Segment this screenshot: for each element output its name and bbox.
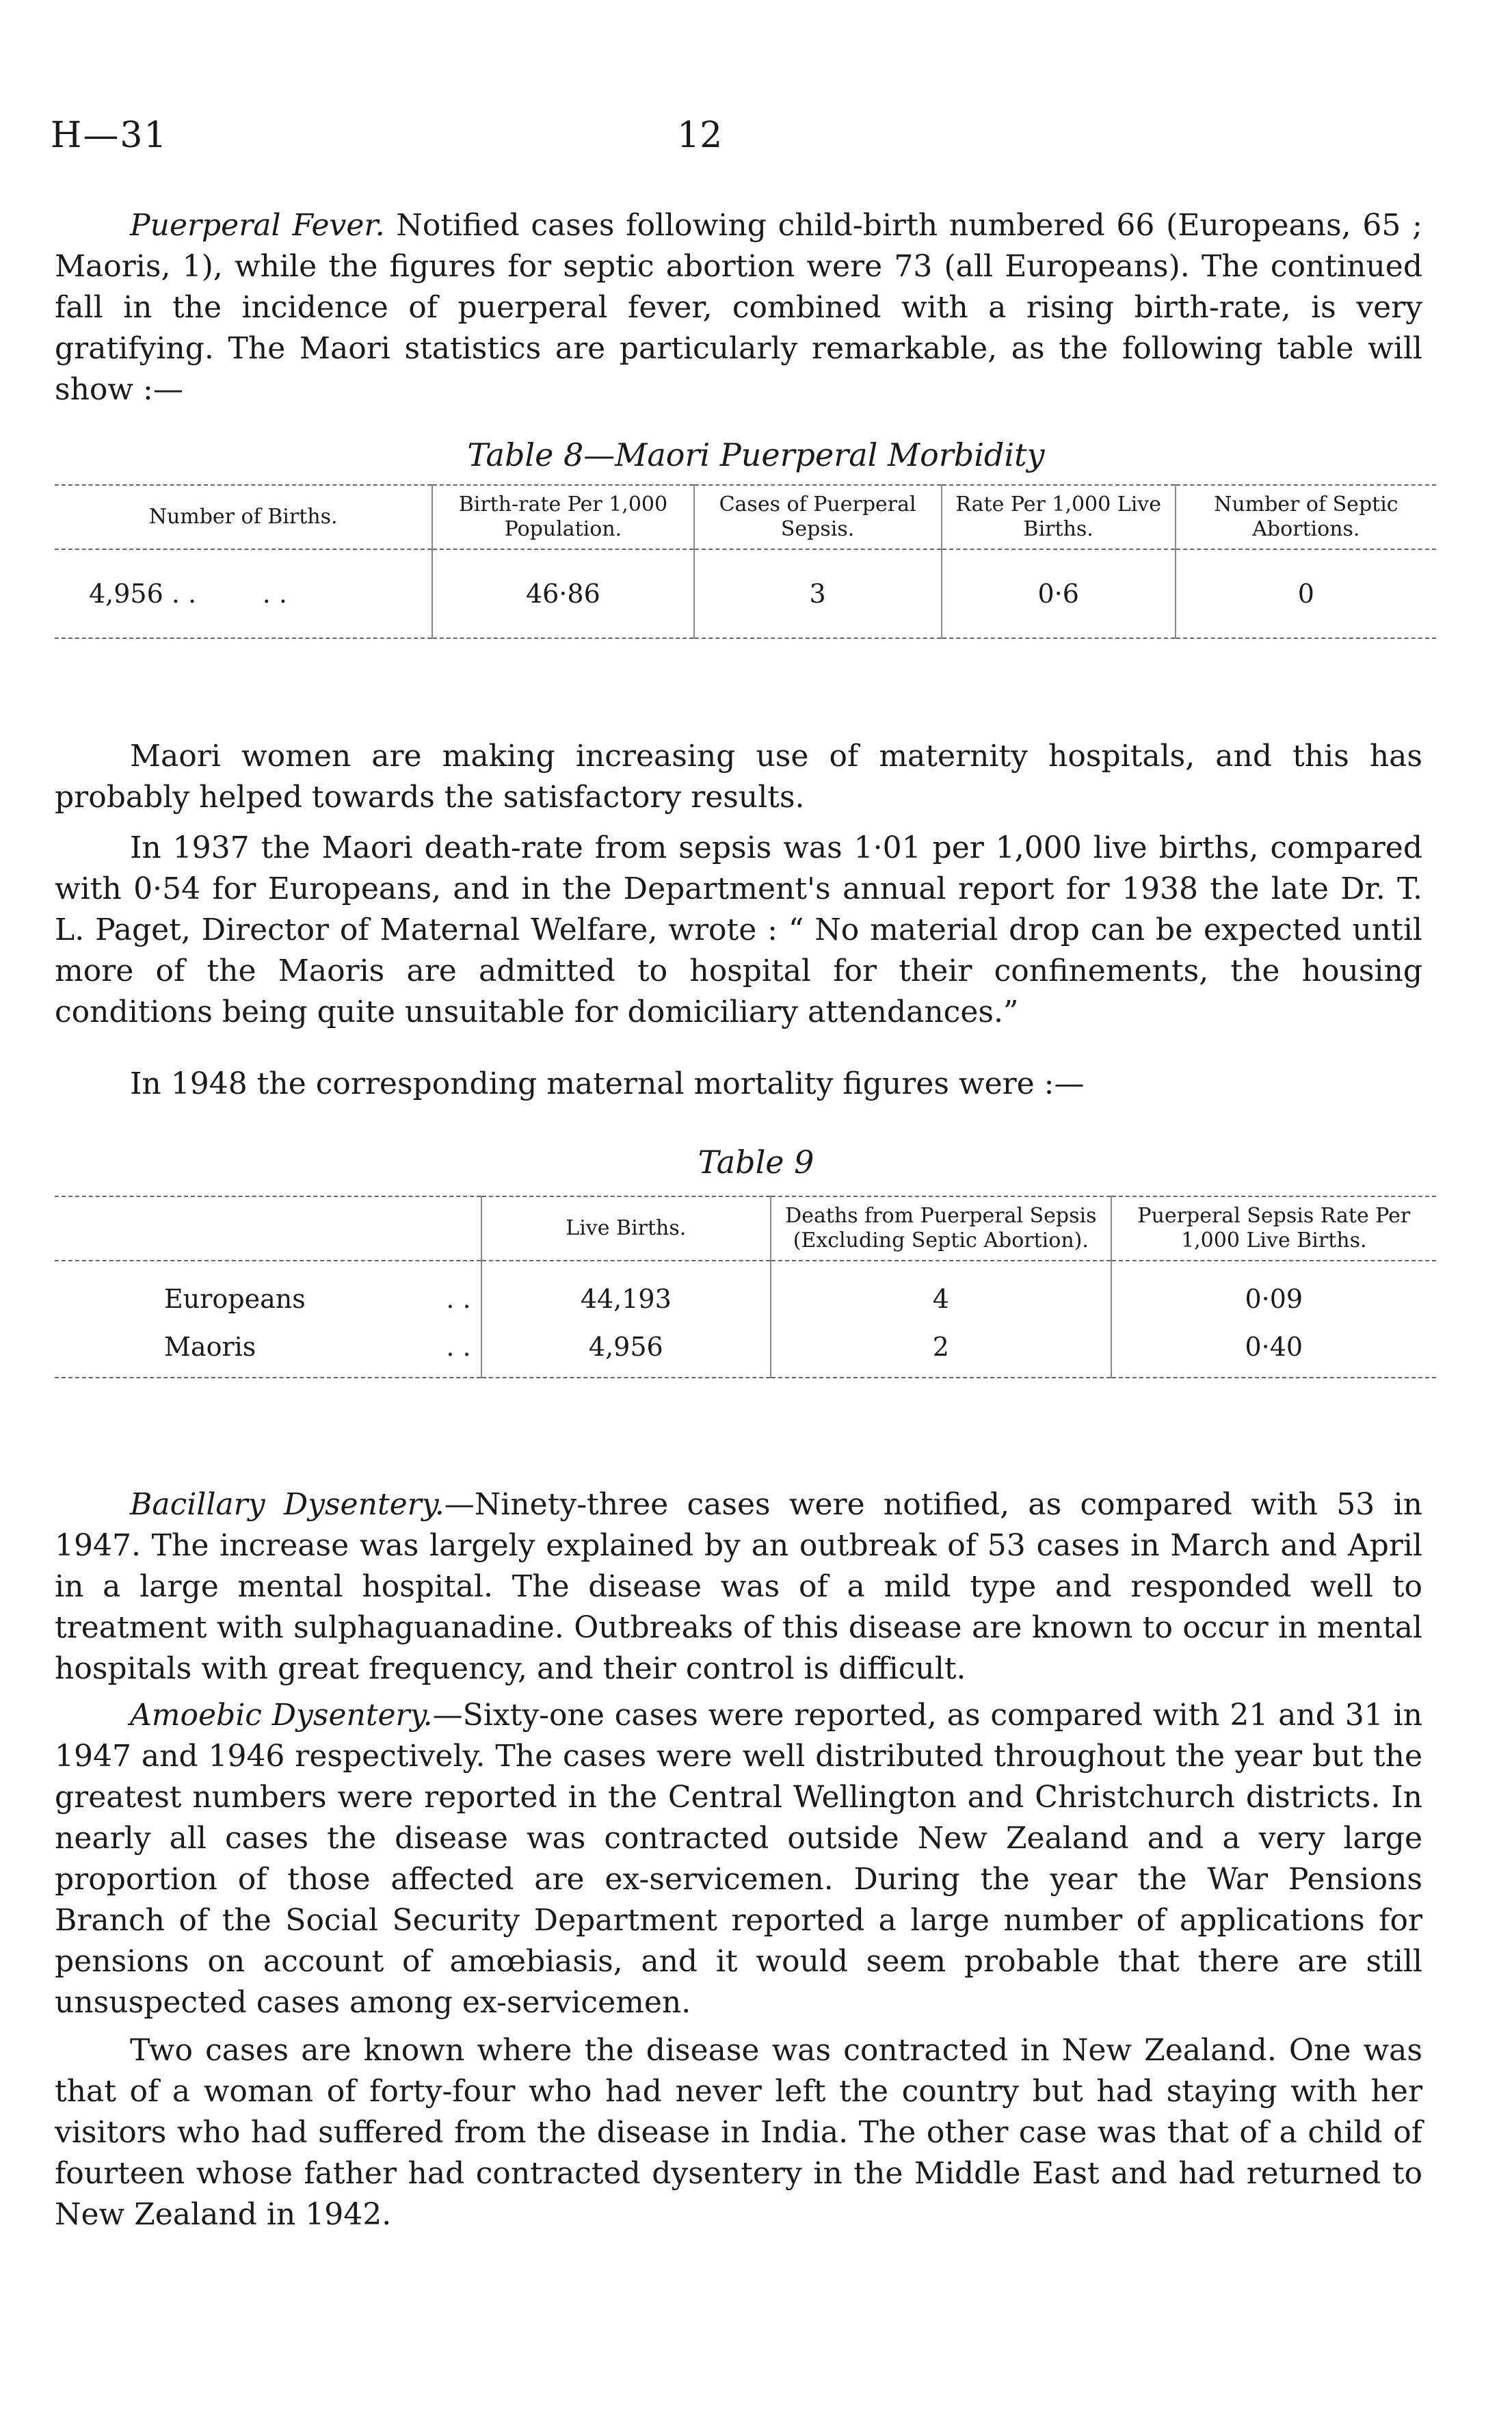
table8-caption: Table 8—Maori Puerperal Morbidity (467, 436, 1045, 473)
table8-header-birth-rate: Birth-rate Per 1,000 Population. (432, 485, 693, 549)
page-number: 12 (677, 115, 723, 156)
table8-header-row (55, 485, 1436, 549)
two-cases-paragraph: Two cases are known where the disease was contracted in New Zealand. One was that of a woman of forty-four who had never left the country but had staying with her visitors who had suffered from the disease in India. The other case was that of a child of fourteen whose father had contracted dysentery in the Middle East and had returned to New Zealand in 1942. (55, 2033, 1422, 2232)
table9-label-maoris: Maoris (164, 1332, 256, 1362)
table9-header-deaths: Deaths from Puerperal Sepsis (Excluding Septic Abortion). (771, 1196, 1111, 1261)
table9-dots-europeans: . . (446, 1284, 471, 1314)
maori-women-paragraph: Maori women are making increasing use of maternity hospitals, and this has probably helped towards the satisfactory results. (55, 739, 1422, 815)
bacillary-dysentery-paragraph (55, 1484, 1422, 1690)
table9-row (55, 1323, 1436, 1378)
amoebic-dysentery-paragraph (55, 1695, 1422, 2023)
table9-header-sepsis-rate: Puerperal Sepsis Rate Per 1,000 Live Births. (1111, 1196, 1436, 1261)
table9-cell-births-maoris: 4,956 (481, 1323, 771, 1378)
table9-cell-rate-europeans: 0·09 (1111, 1261, 1436, 1323)
death-rate-1937-paragraph: In 1937 the Maori death-rate from sepsis was 1·01 per 1,000 live births, compared with 0·54 for Europeans, and in the Department's annual report for 1938 the late Dr. T. L. Paget, Director of Maternal Welfare, wrote : “ No material drop can be expected until more of the Maoris are admitted to hospital for their confinements, the housing conditions being quite unsuitable for domiciliary attendances.” (55, 830, 1422, 1029)
table9-header-live-births: Live Births. (481, 1196, 771, 1261)
puerperal-fever-heading: Puerperal Fever. (130, 208, 385, 243)
table9-header-blank (55, 1196, 481, 1261)
table9-caption: Table 9 (698, 1144, 814, 1181)
table8-cell-rate: 0·6 (942, 549, 1176, 638)
table8-data-row (55, 549, 1436, 638)
table9-cell-deaths-europeans: 4 (771, 1261, 1111, 1323)
table9-header-row (55, 1196, 1436, 1261)
table9-label-europeans: Europeans (164, 1284, 306, 1314)
table9-maternal-mortality (55, 1196, 1436, 1378)
table8-header-births: Number of Births. (148, 505, 338, 529)
table8-header-rate: Rate Per 1,000 Live Births. (942, 485, 1176, 549)
table9-row-label (55, 1261, 481, 1323)
puerperal-fever-text: Notified cases following child-birth numbered 66 (Europeans, 65 ; Maoris, 1), while the figures for septic abortion were 73 (all Europeans). The continued fall in the incidence of puerperal fever, combined with a rising birth-rate, is very gratifying. The Maori statistics are particularly remarkable, as the following table will show :— (55, 208, 1422, 407)
table9-row-label (55, 1323, 481, 1378)
puerperal-fever-paragraph (55, 205, 1422, 410)
maternal-mortality-1948-paragraph: In 1948 the corresponding maternal mortality figures were :— (130, 1066, 1085, 1101)
table9-cell-births-europeans: 44,193 (481, 1261, 771, 1323)
running-header-code: H—31 (51, 115, 168, 156)
bacillary-dysentery-heading: Bacillary Dysentery. (130, 1487, 445, 1522)
table9-cell-rate-maoris: 0·40 (1111, 1323, 1436, 1378)
table8-cell-birth-rate: 46·86 (432, 549, 693, 638)
table9-row (55, 1261, 1436, 1323)
table8-header-cases: Cases of Puerperal Sepsis. (694, 485, 942, 549)
table8-cell-cases: 3 (694, 549, 942, 638)
amoebic-dysentery-heading: Amoebic Dysentery. (130, 1698, 433, 1733)
table9-dots-maoris: . . (446, 1332, 471, 1362)
table8-header-septic-abortions: Number of Septic Abortions. (1176, 485, 1436, 549)
table8-maori-puerperal-morbidity (55, 484, 1436, 639)
amoebic-dysentery-text: —Sixty-one cases were reported, as compared with 21 and 31 in 1947 and 1946 respectively. The cases were well distributed throughout the year but the greatest numbers were reported in the Central Wellington and Christchurch districts. In nearly all cases the disease was contracted outside New Zealand and a very large proportion of those affected are ex-servicemen. During the year the War Pensions Branch of the Social Security Department reported a large number of applications for pensions on account of amœbiasis, and it would seem probable that there are still unsuspected cases among ex-servicemen. (55, 1698, 1422, 2020)
bacillary-dysentery-text: —Ninety-three cases were notified, as compared with 53 in 1947. The increase was largely explained by an outbreak of 53 cases in March and April in a large mental hospital. The disease was of a mild type and responded well to treatment with sulphaguanadine. Outbreaks of this disease are known to occur in mental hospitals with great frequency, and their control is difficult. (55, 1487, 1422, 1686)
table9-cell-deaths-maoris: 2 (771, 1323, 1111, 1378)
table8-cell-septic-abortions: 0 (1176, 549, 1436, 638)
table8-cell-births: 4,956 . . . . (89, 579, 287, 609)
